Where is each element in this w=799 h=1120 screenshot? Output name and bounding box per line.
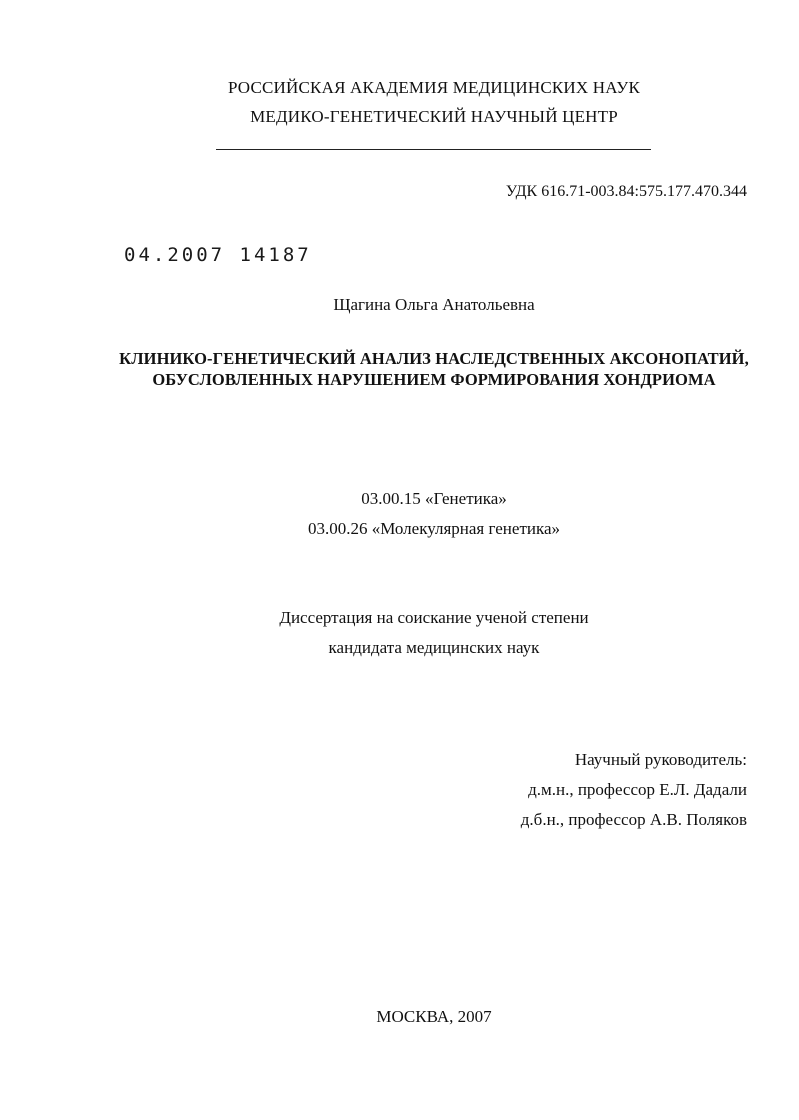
dissertation-degree-line-2: кандидата медицинских наук	[328, 638, 540, 657]
academy-name: РОССИЙСКАЯ АКАДЕМИЯ МЕДИЦИНСКИХ НАУК	[227, 78, 641, 97]
thesis-title-line-2: ОБУСЛОВЛЕННЫХ НАРУШЕНИЕМ ФОРМИРОВАНИЯ ХОНДРИОМА	[152, 370, 716, 389]
thesis-title-line-1: КЛИНИКО-ГЕНЕТИЧЕСКИЙ АНАЛИЗ НАСЛЕДСТВЕННЫХ АКСОНОПАТИЙ,	[119, 349, 749, 368]
supervisor-label: Научный руководитель:	[574, 750, 747, 769]
supervisor-first: д.м.н., профессор Е.Л. Дадали	[528, 780, 747, 799]
udk-code: УДК 616.71-003.84:575.177.470.344	[505, 183, 747, 200]
author-name: Щагина Ольга Анатольевна	[333, 295, 535, 314]
registration-stamp: 04.2007 14187	[124, 244, 312, 266]
center-name: МЕДИКО-ГЕНЕТИЧЕСКИЙ НАУЧНЫЙ ЦЕНТР	[250, 107, 618, 126]
city-year: МОСКВА, 2007	[376, 1007, 492, 1026]
specialty-genetics: 03.00.15 «Генетика»	[361, 489, 507, 508]
specialty-molecular-genetics: 03.00.26 «Молекулярная генетика»	[307, 519, 561, 538]
supervisor-second: д.б.н., профессор А.В. Поляков	[520, 810, 747, 829]
header-divider	[216, 149, 651, 150]
dissertation-degree-line-1: Диссертация на соискание ученой степени	[279, 608, 589, 627]
